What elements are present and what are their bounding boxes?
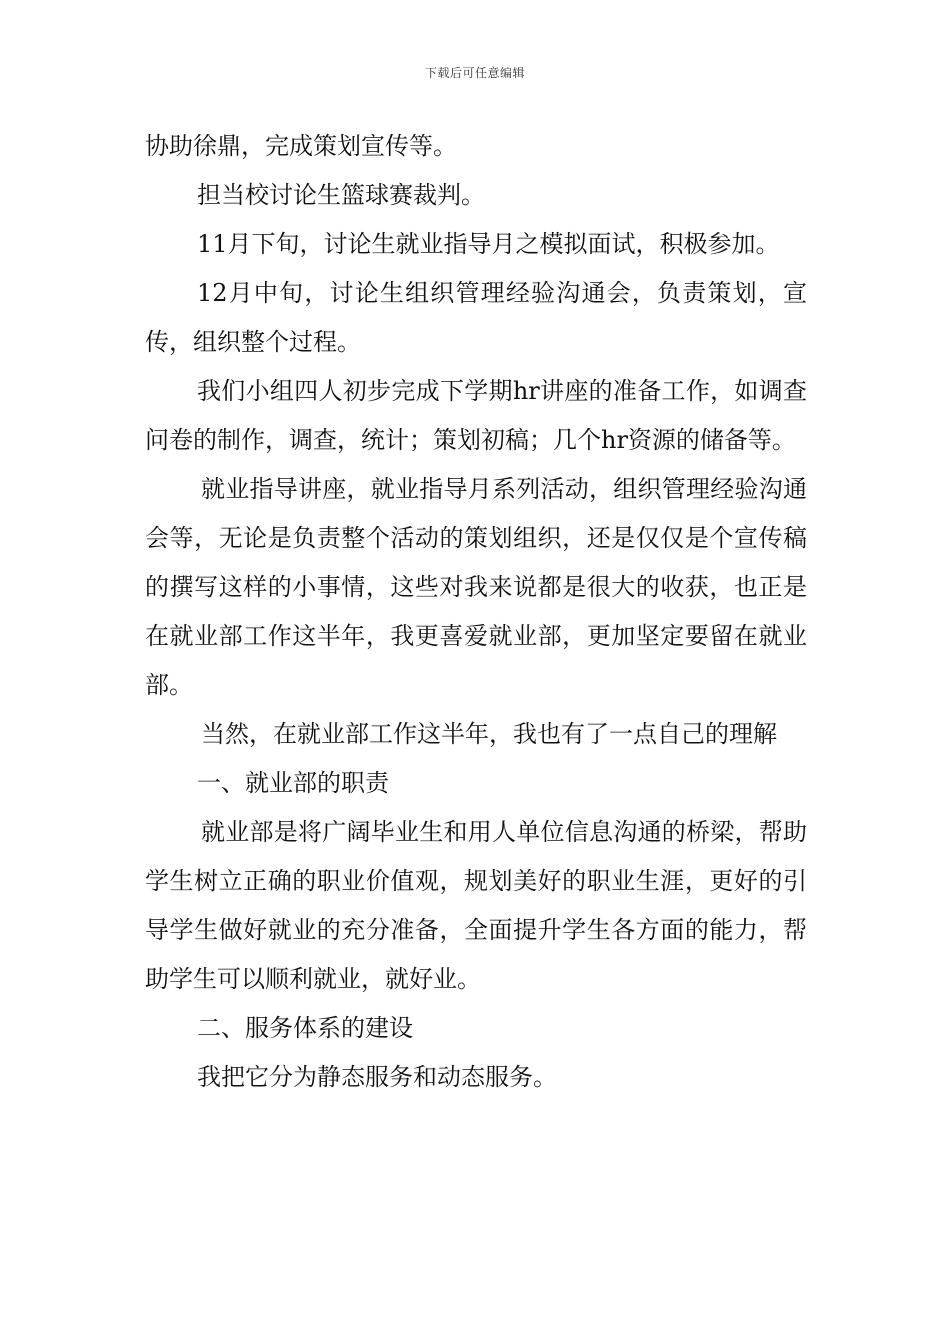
paragraph-basketball-referee: 担当校讨论生篮球赛裁判。: [197, 181, 485, 209]
paragraph-own-understanding: 当然，在就业部工作这半年，我也有了一点自己的理解: [201, 720, 777, 748]
paragraph-exchange-meeting: 12月中旬，讨论生组织管理经验沟通会，负责策划，宣传，组织整个过程。: [145, 279, 807, 356]
heading-service-system: 二、服务体系的建设: [197, 1014, 413, 1042]
paragraph-gains-reflection: 就业指导讲座，就业指导月系列活动，组织管理经验沟通会等，无论是负责整个活动的策划组织，还是仅仅是个宣传稿的撰写这样的小事情，这些对我来说都是很大的收获，也正是在就业部工作这半年，我更喜爱就业部，更加坚定要留在就业部。: [145, 475, 807, 699]
heading-department-duties: 一、就业部的职责: [197, 769, 389, 797]
document-body: [145, 122, 807, 1102]
paragraph-mock-interview: 11月下旬，讨论生就业指导月之模拟面试，积极参加。: [197, 230, 780, 258]
paragraph-department-role: 就业部是将广阔毕业生和用人单位信息沟通的桥梁，帮助学生树立正确的职业价值观，规划美好的职业生涯，更好的引导学生做好就业的充分准备，全面提升学生各方面的能力，帮助学生可以顺利就业，就好业。: [145, 818, 807, 993]
paragraph-assist-xuding: 协助徐鼎，完成策划宣传等。: [145, 132, 457, 160]
paragraph-static-dynamic-service: 我把它分为静态服务和动态服务。: [197, 1063, 557, 1091]
page-header-note: 下载后可任意编辑: [424, 66, 525, 80]
paragraph-hr-lecture-prep: 我们小组四人初步完成下学期hr讲座的准备工作，如调查问卷的制作，调查，统计；策划初稿；几个hr资源的储备等。: [145, 377, 807, 454]
